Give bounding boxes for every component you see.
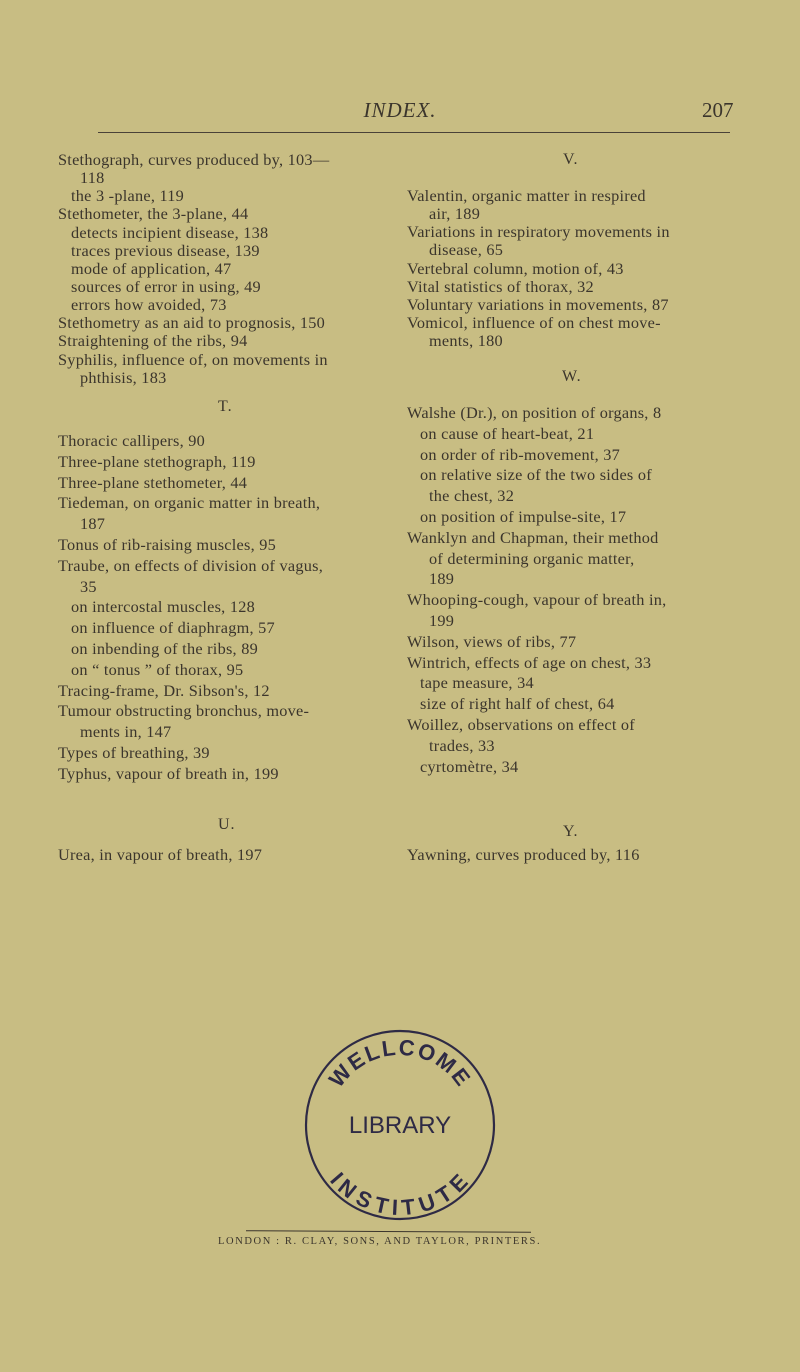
index-entry-line: Wintrich, effects of age on chest, 33	[407, 652, 652, 672]
index-entry-line: Three-plane stethometer, 44	[58, 472, 248, 492]
index-entry-line: Tumour obstructing bronchus, move-	[58, 701, 310, 721]
index-entry-line: Voluntary variations in movements, 87	[407, 294, 669, 314]
index-entry-line: Yawning, curves produced by, 116	[407, 845, 640, 864]
index-entry-line: Stethograph, curves produced by, 103—	[58, 150, 330, 169]
index-sub-line: traces previous disease, 139	[71, 240, 260, 260]
index-sub-line: cyrtomètre, 34	[420, 756, 519, 776]
index-entry-line: Stethometry as an aid to prognosis, 150	[58, 313, 326, 333]
index-section-v	[407, 187, 670, 350]
index-entry-line: Traube, on effects of division of vagus,	[58, 555, 324, 575]
printer-imprint: LONDON : R. CLAY, SONS, AND TAYLOR, PRINTERS.	[218, 1236, 542, 1247]
index-cont-line: disease, 65	[429, 240, 504, 260]
index-sub-line: size of right half of chest, 64	[420, 694, 615, 714]
index-sub-line: mode of application, 47	[71, 258, 232, 278]
index-entry-line: Wanklyn and Chapman, their method	[407, 527, 659, 547]
running-header-title: INDEX.	[363, 98, 437, 122]
index-cont-line: phthisis, 183	[80, 367, 167, 387]
index-sub-line: the 3 -plane, 119	[71, 186, 185, 206]
index-entry-line: Straightening of the ribs, 94	[58, 331, 248, 351]
page-number: 207	[702, 98, 734, 122]
imprint-rule	[246, 1230, 531, 1232]
index-cont-line: ments in, 147	[80, 722, 172, 742]
index-entry-line: Variations in respiratory movements in	[407, 222, 670, 242]
index-sub-line: detects incipient disease, 138	[71, 222, 269, 242]
index-cont-line: trades, 33	[429, 735, 495, 755]
section-heading-w: W.	[562, 368, 582, 385]
section-heading-u: U.	[218, 816, 236, 833]
index-entry-line: Three-plane stethograph, 119	[58, 451, 256, 471]
section-heading-t: T.	[218, 398, 233, 415]
index-sub-line: on inbending of the ribs, 89	[71, 638, 258, 658]
index-entry-line: Stethometer, the 3-plane, 44	[58, 204, 249, 224]
index-cont-line: air, 189	[429, 204, 481, 224]
section-heading-v: V.	[563, 151, 579, 168]
index-section-w	[407, 403, 666, 777]
index-sub-line: errors how avoided, 73	[71, 295, 227, 315]
index-cont-line: the chest, 32	[429, 486, 515, 506]
index-sub-line: on order of rib-movement, 37	[420, 444, 621, 464]
index-sub-line: on influence of diaphragm, 57	[71, 618, 275, 638]
index-entry-line: Wilson, views of ribs, 77	[407, 631, 577, 651]
stamp-bottom-text: INSTITUTE	[325, 1167, 474, 1221]
index-entry-line: Whooping-cough, vapour of breath in,	[407, 590, 667, 610]
index-entry-line: Vital statistics of thorax, 32	[407, 276, 594, 296]
index-section-s	[58, 151, 329, 387]
index-sub-line: on “ tonus ” of thorax, 95	[71, 659, 244, 679]
index-section-u	[58, 846, 262, 864]
index-entry-line: Urea, in vapour of breath, 197	[58, 845, 263, 864]
svg-text:WELLCOME	[324, 1035, 477, 1092]
index-sub-line: on position of impulse-site, 17	[420, 506, 627, 526]
index-section-y	[407, 846, 640, 864]
index-entry-line: Tracing-frame, Dr. Sibson's, 12	[58, 680, 270, 700]
index-sub-line: on cause of heart-beat, 21	[420, 423, 595, 443]
stamp-center-text: LIBRARY	[348, 1112, 452, 1139]
index-cont-line: 189	[429, 569, 455, 589]
index-entry-line: Thoracic callipers, 90	[58, 431, 205, 450]
index-sub-line: sources of error in using, 49	[71, 276, 261, 296]
index-section-t	[58, 431, 323, 785]
index-cont-line: 187	[80, 514, 106, 534]
index-sub-line: tape measure, 34	[420, 673, 534, 693]
section-heading-y: Y.	[563, 823, 579, 840]
index-sub-line: on intercostal muscles, 128	[71, 597, 255, 617]
index-cont-line: 118	[80, 168, 105, 188]
index-entry-line: Walshe (Dr.), on position of organs, 8	[407, 403, 662, 422]
index-entry-line: Vertebral column, motion of, 43	[407, 258, 624, 278]
index-entry-line: Typhus, vapour of breath in, 199	[58, 763, 279, 783]
index-cont-line: 35	[80, 576, 97, 596]
index-entry-line: Woillez, observations on effect of	[407, 714, 635, 734]
index-sub-line: on relative size of the two sides of	[420, 465, 652, 485]
index-cont-line: ments, 180	[429, 331, 503, 351]
svg-text:INSTITUTE	[325, 1168, 474, 1221]
index-entry-line: Valentin, organic matter in respired	[407, 186, 646, 205]
index-entry-line: Tonus of rib-raising muscles, 95	[58, 534, 277, 554]
stamp-top-text: WELLCOME	[323, 1034, 477, 1092]
index-cont-line: 199	[429, 610, 455, 630]
index-cont-line: of determining organic matter,	[429, 548, 635, 568]
index-entry-line: Tiedeman, on organic matter in breath,	[58, 493, 321, 513]
index-entry-line: Vomicol, influence of on chest move-	[407, 312, 661, 332]
header-rule	[98, 132, 730, 133]
index-entry-line: Types of breathing, 39	[58, 742, 210, 762]
index-entry-line: Syphilis, influence of, on movements in	[58, 349, 328, 369]
library-stamp	[300, 1025, 500, 1225]
